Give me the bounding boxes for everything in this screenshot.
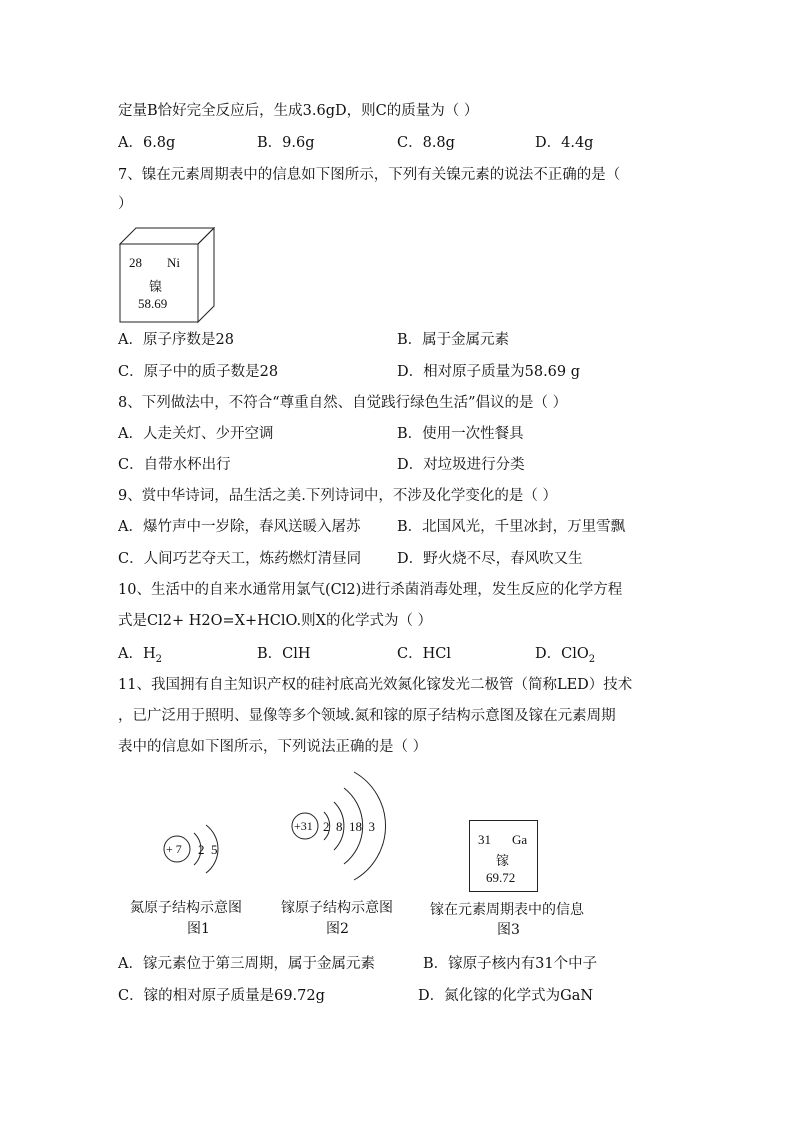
q8-stem: 8、下列做法中，不符合“尊重自然、自觉践行绿色生活”倡议的是（ ） [118, 395, 568, 411]
q6-option-c: C．8.8g [397, 135, 455, 151]
q10-option-d-text: D．ClO [535, 646, 589, 662]
q11-option-d: D．氮化镓的化学式为GaN [418, 988, 594, 1004]
fig3-label: 图3 [497, 922, 520, 938]
q11-option-a: A．镓元素位于第三周期，属于金属元素 [118, 956, 375, 972]
q10-option-a-text: A．H [118, 646, 156, 662]
q8-option-c: C．自带水杯出行 [118, 457, 231, 473]
ga-atomic-number: 31 [478, 832, 491, 847]
q10-option-c: C．HCl [397, 646, 451, 662]
gallium-atom-diagram [290, 768, 390, 888]
q9-option-c: C．人间巧艺夺天工，炼药燃灯清昼同 [118, 551, 362, 567]
gallium-shells: 2 8 18 3 [323, 819, 375, 834]
q9-option-a: A．爆竹声中一岁除，春风送暖入屠苏 [118, 519, 361, 535]
nitrogen-atom-diagram [160, 812, 240, 887]
q10-option-d-subscript: 2 [588, 653, 596, 665]
gallium-nucleus: +31 [294, 819, 313, 833]
q6-option-d: D．4.4g [535, 135, 594, 151]
nitrogen-shells: 2 5 [198, 842, 218, 857]
fig1-label: 图1 [187, 921, 210, 937]
ni-name: 镍 [149, 280, 163, 295]
q10-option-d [535, 644, 595, 670]
q11-stem-2: ，已广泛用于照明、显像等多个领域.氮和镓的原子结构示意图及镓在元素周期 [118, 708, 616, 724]
ga-name: 镓 [496, 854, 510, 869]
ni-atomic-number: 28 [129, 255, 142, 270]
cube-outline [118, 224, 218, 324]
q9-stem: 9、赏中华诗词，品生活之美.下列诗词中，不涉及化学变化的是（ ） [118, 488, 557, 504]
nickel-element-cube [118, 224, 218, 324]
q10-option-b: B．ClH [257, 646, 311, 662]
fig2-label: 图2 [326, 921, 349, 937]
q7-option-d: D．相对原子质量为58.69 g [397, 364, 581, 380]
q11-stem: 11、我国拥有自主知识产权的硅衬底高光效氮化镓发光二极管（简称LED）技术 [118, 677, 633, 693]
gallium-element-box [469, 820, 538, 892]
q11-option-b: B．镓原子核内有31个中子 [423, 956, 598, 972]
q10-option-a [118, 644, 162, 670]
q6-option-b: B．9.6g [257, 135, 315, 151]
q11-option-c: C．镓的相对原子质量是69.72g [118, 988, 325, 1004]
q8-option-a: A．人走关灯、少开空调 [118, 426, 274, 442]
q10-stem-2: 式是Cl2+ H2O=X+HClO.则X的化学式为（ ） [118, 613, 433, 629]
ni-atomic-mass: 58.69 [138, 296, 168, 311]
q9-option-d: D．野火烧不尽，春风吹又生 [397, 551, 583, 567]
q6-stem: 定量B恰好完全反应后，生成3.6gD，则C的质量为（ ） [118, 103, 479, 119]
q8-option-b: B．使用一次性餐具 [397, 426, 524, 442]
q10-option-a-subscript: 2 [155, 653, 162, 665]
fig1-caption: 氮原子结构示意图 [130, 900, 242, 916]
q7-stem-end: ） [118, 196, 133, 212]
fig3-caption: 镓在元素周期表中的信息 [430, 902, 584, 918]
q6-option-a: A．6.8g [118, 135, 176, 151]
q9-option-b: B．北国风光，千里冰封，万里雪飘 [397, 519, 626, 535]
fig2-caption: 镓原子结构示意图 [281, 900, 393, 916]
q8-option-d: D．对垃圾进行分类 [397, 457, 525, 473]
nitrogen-nucleus: + 7 [166, 842, 182, 856]
q7-option-a: A．原子序数是28 [118, 332, 234, 348]
q10-stem: 10、生活中的自来水通常用氯气(Cl2)进行杀菌消毒处理，发生反应的化学方程 [118, 582, 623, 598]
ga-symbol: Ga [512, 832, 528, 847]
q7-option-c: C．原子中的质子数是28 [118, 364, 279, 380]
q7-option-b: B．属于金属元素 [397, 332, 510, 348]
q11-stem-3: 表中的信息如下图所示，下列说法正确的是（ ） [118, 739, 428, 755]
ga-atomic-mass: 69.72 [486, 870, 516, 885]
ni-symbol: Ni [167, 255, 180, 270]
q7-stem: 7、镍在元素周期表中的信息如下图所示，下列有关镍元素的说法不正确的是（ [118, 167, 621, 183]
